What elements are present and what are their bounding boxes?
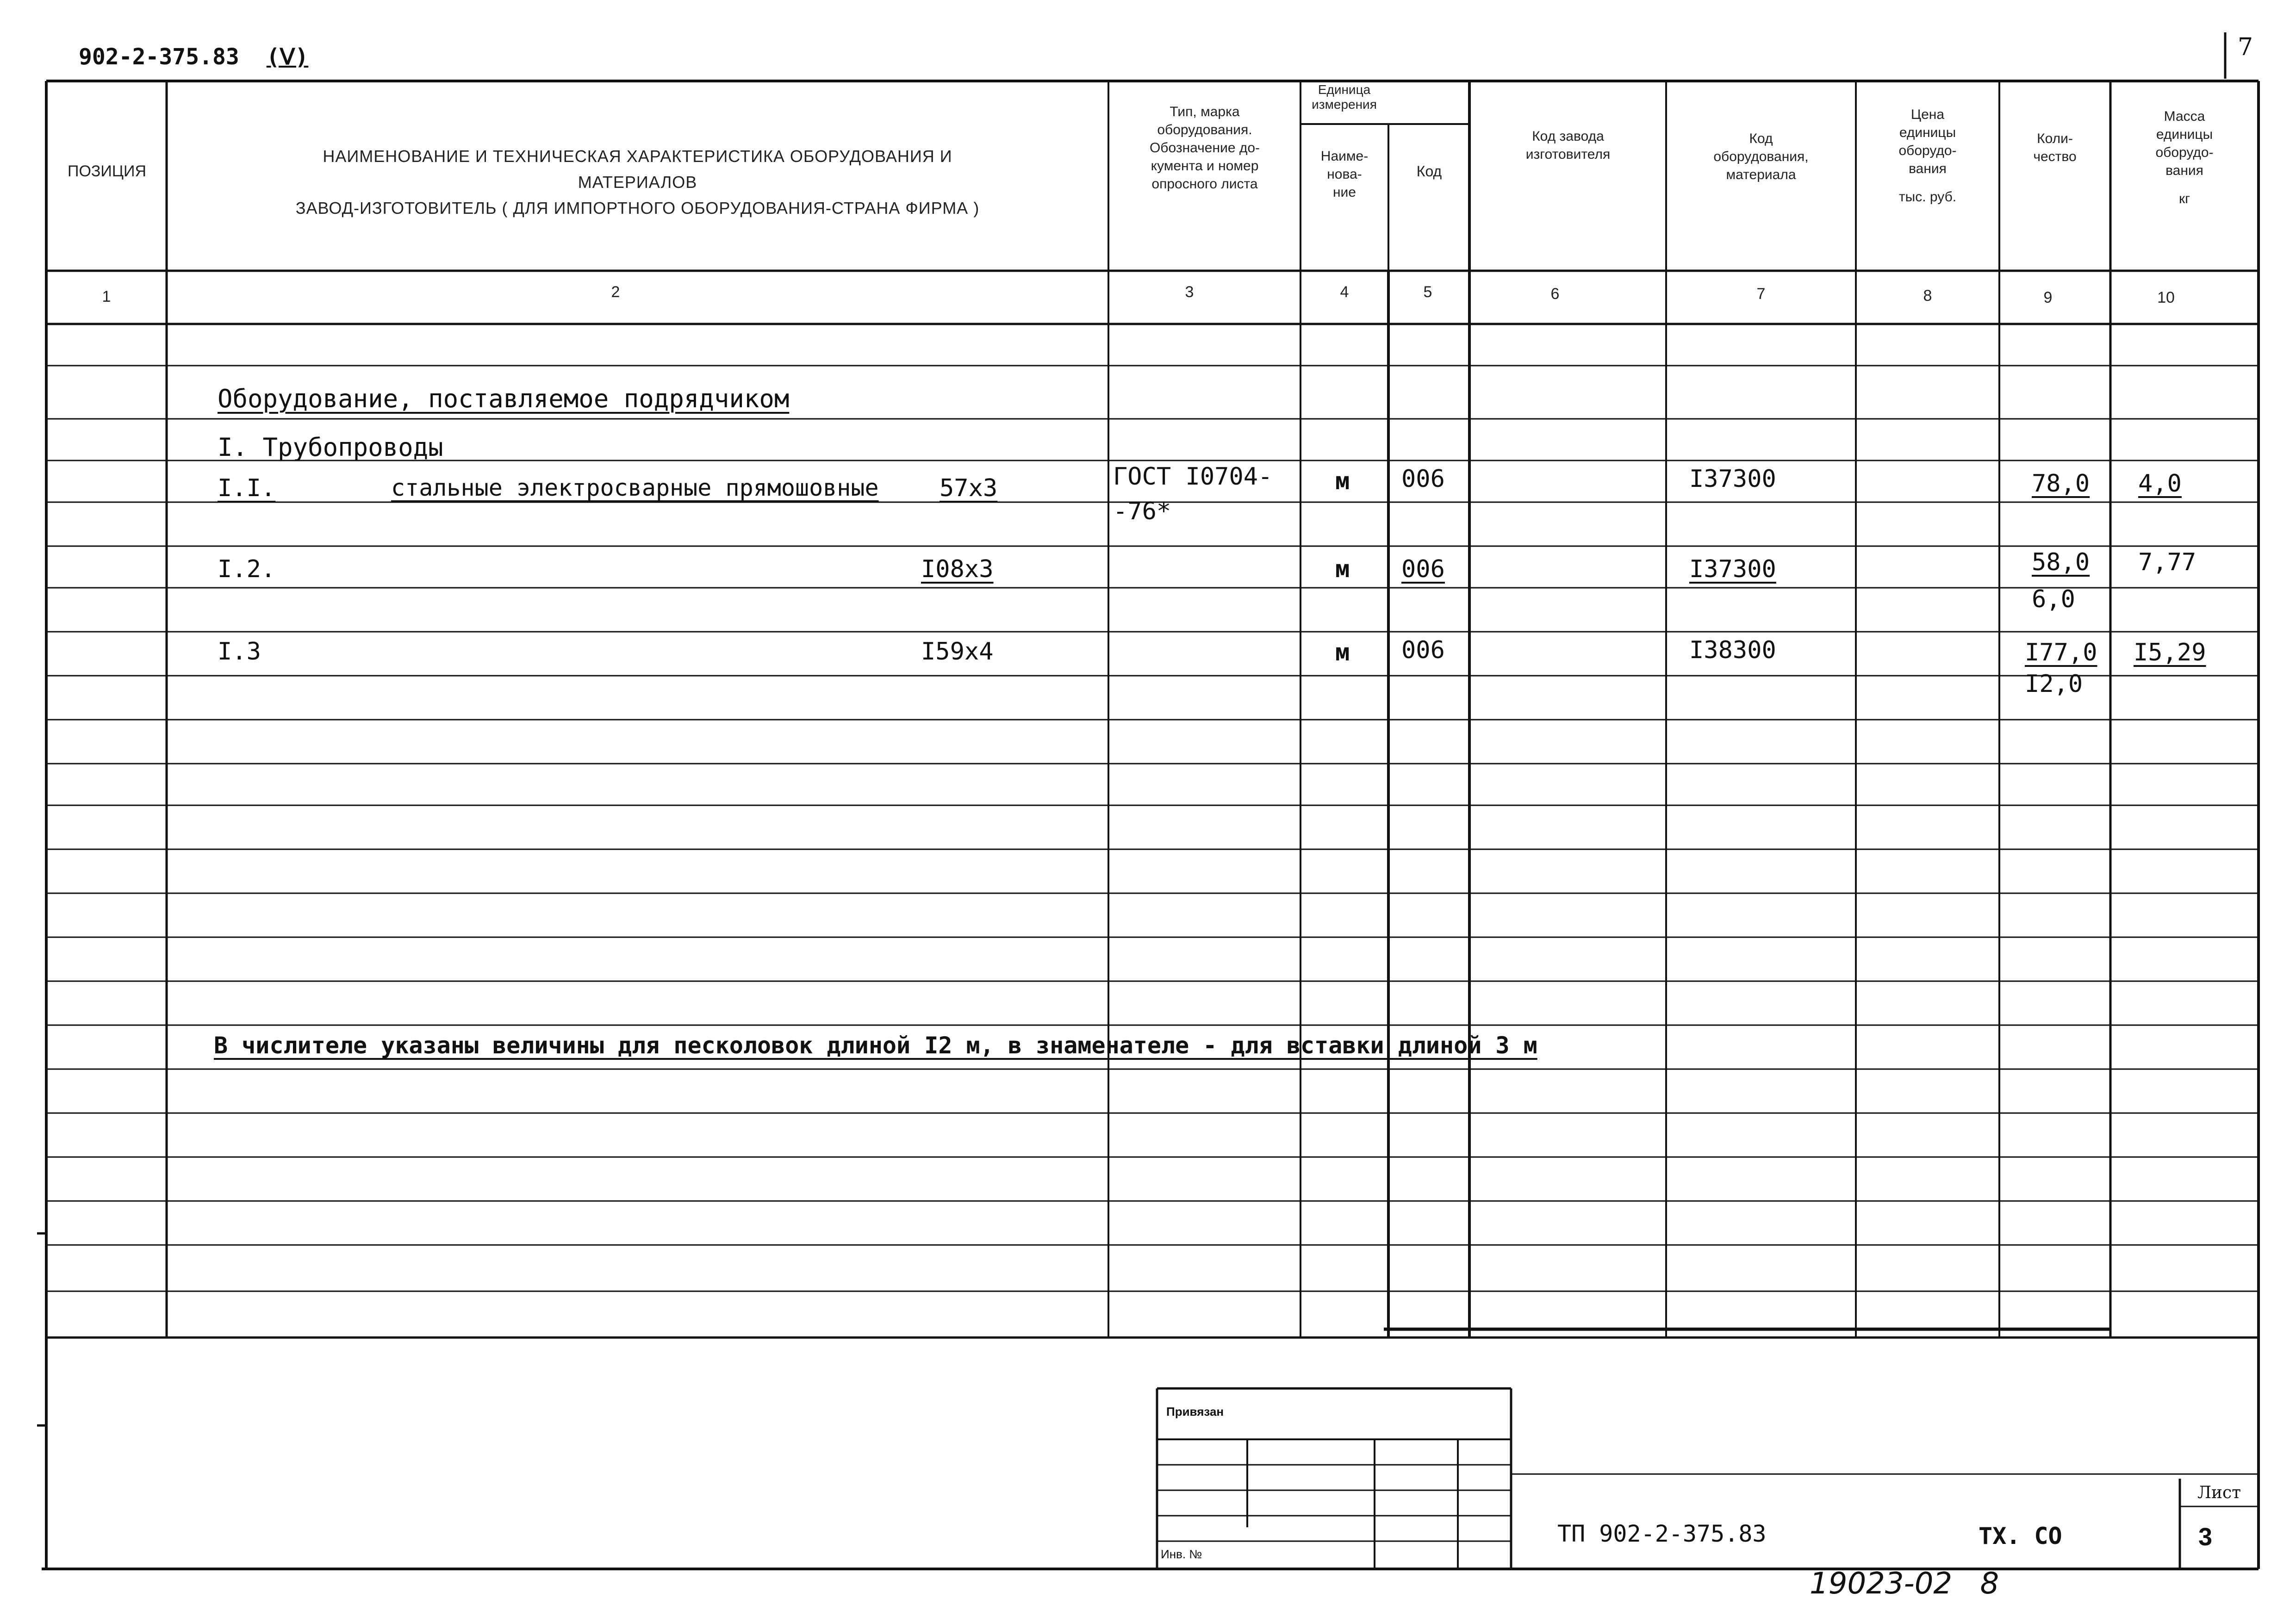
column-number-10: 10 xyxy=(2157,289,2175,306)
header-unit-name xyxy=(1301,147,1388,201)
header-position: ПОЗИЦИЯ xyxy=(68,162,146,180)
handwritten-number-suffix: 8 xyxy=(1980,1567,1999,1601)
header-price-line2: единицы xyxy=(1899,125,1956,140)
header-manufacturer-code-line1: Код завода xyxy=(1532,129,1604,144)
header-name-line1: НАИМЕНОВАНИЕ И ТЕХНИЧЕСКАЯ ХАРАКТЕРИСТИКА ОБОРУДОВАНИЯ И xyxy=(323,147,952,166)
row-document-cont: -76* xyxy=(1113,498,1171,525)
header-type xyxy=(1110,103,1300,193)
header-price xyxy=(1857,106,1998,206)
row-unit: м xyxy=(1335,555,1350,583)
header-manufacturer-code xyxy=(1470,127,1666,163)
row-quantity-denominator: 6,0 xyxy=(2032,585,2075,613)
row-size: 57x3 xyxy=(940,474,998,502)
header-equipment-code-line1: Код xyxy=(1749,131,1773,146)
row-position: I.I. xyxy=(218,474,276,502)
header-mass-line4: вания xyxy=(2165,163,2203,178)
column-number-4: 4 xyxy=(1340,283,1349,301)
column-number-7: 7 xyxy=(1756,285,1766,303)
header-quantity xyxy=(2000,130,2109,166)
header-type-line3: Обозначение до- xyxy=(1149,140,1260,156)
header-equipment-code-line3: материала xyxy=(1726,167,1796,182)
header-mass-line2: единицы xyxy=(2156,127,2213,142)
row-equipment-code: I37300 xyxy=(1689,555,1776,583)
row-size: I59x4 xyxy=(921,638,994,666)
sheet-label: Лист xyxy=(2197,1483,2241,1502)
header-price-line5: тыс. руб. xyxy=(1898,189,1957,205)
document-volume: (Ⅴ) xyxy=(266,44,309,70)
project-code: ТП 902-2-375.83 xyxy=(1557,1520,1767,1547)
header-name-line3: ЗАВОД-ИЗГОТОВИТЕЛЬ ( ДЛЯ ИМПОРТНОГО ОБОРУДОВАНИЯ-СТРАНА ФИРМА ) xyxy=(295,198,980,218)
header-equipment-code xyxy=(1667,130,1855,184)
row-position: I.3 xyxy=(218,638,261,666)
header-type-line4: кумента и номер xyxy=(1151,158,1259,174)
column-number-3: 3 xyxy=(1185,283,1194,301)
section-code: ТХ. СО xyxy=(1979,1523,2062,1549)
row-unit-code: 006 xyxy=(1401,636,1445,664)
header-mass-line1: Масса xyxy=(2164,109,2205,124)
column-number-2: 2 xyxy=(611,283,620,301)
row-description: стальные электросварные прямошовные xyxy=(391,474,879,501)
attached-label: Привязан xyxy=(1166,1405,1224,1419)
header-quantity-line2: чество xyxy=(2033,149,2077,164)
handwritten-number xyxy=(1810,1567,1999,1601)
header-price-line1: Цена xyxy=(1910,107,1945,122)
header-type-line5: опросного листа xyxy=(1151,176,1258,192)
column-number-9: 9 xyxy=(2043,289,2053,306)
row-document: ГОСТ I0704- xyxy=(1113,463,1273,491)
row-position: I.2. xyxy=(218,555,276,583)
row-mass: 7,77 xyxy=(2138,548,2196,576)
row-mass: 4,0 xyxy=(2138,470,2182,498)
column-number-1: 1 xyxy=(102,288,111,305)
document-code-text: 902-2-375.83 xyxy=(79,44,239,70)
header-unit-group: Единица измерения xyxy=(1312,82,1377,112)
row-quantity-denominator: I2,0 xyxy=(2025,670,2083,698)
column-number-6: 6 xyxy=(1550,285,1560,303)
row-equipment-code: I37300 xyxy=(1689,465,1776,493)
row-unit-code: 006 xyxy=(1401,555,1445,583)
header-name xyxy=(169,143,1106,221)
header-type-line1: Тип, марка xyxy=(1170,104,1240,119)
header-unit-name-line3: ние xyxy=(1332,185,1356,200)
header-mass xyxy=(2111,107,2258,208)
header-quantity-line1: Коли- xyxy=(2037,131,2073,146)
footnote: В числителе указаны величины для песколовок длиной I2 м, в знаменателе - для вставки длиной 3 м xyxy=(214,1032,1537,1059)
header-price-line4: вания xyxy=(1909,161,1947,176)
row-unit: м xyxy=(1335,639,1350,666)
subsection-title: I. Трубопроводы xyxy=(218,433,443,462)
row-mass: I5,29 xyxy=(2134,639,2206,666)
row-size: I08x3 xyxy=(921,555,994,583)
column-number-8: 8 xyxy=(1923,287,1932,305)
row-quantity: 78,0 xyxy=(2032,470,2090,498)
header-unit-name-line2: нова- xyxy=(1327,167,1362,182)
header-unit-code: Код xyxy=(1416,163,1442,180)
header-manufacturer-code-line2: изготовителя xyxy=(1525,147,1611,162)
section-title: Оборудование, поставляемое подрядчиком xyxy=(218,384,790,413)
page-number: 7 xyxy=(2238,33,2253,61)
header-unit-name-line1: Наиме- xyxy=(1320,149,1369,164)
row-quantity: 58,0 xyxy=(2032,548,2090,576)
document-code xyxy=(79,44,308,70)
header-equipment-code-line2: оборудования, xyxy=(1713,149,1809,164)
row-equipment-code: I38300 xyxy=(1689,636,1776,664)
header-price-line3: оборудо- xyxy=(1898,143,1957,158)
inventory-label: Инв. № xyxy=(1161,1547,1202,1561)
header-mass-line3: оборудо- xyxy=(2155,145,2214,160)
header-name-line2: МАТЕРИАЛОВ xyxy=(578,172,697,192)
handwritten-number-main: 19023-02 xyxy=(1810,1567,1953,1601)
sheet-number: 3 xyxy=(2198,1523,2213,1551)
row-unit-code: 006 xyxy=(1401,465,1445,493)
column-number-5: 5 xyxy=(1423,283,1432,301)
header-type-line2: оборудования. xyxy=(1157,122,1252,137)
header-mass-line5: кг xyxy=(2178,191,2190,206)
row-unit: м xyxy=(1335,467,1350,495)
row-quantity: I77,0 xyxy=(2025,639,2097,666)
